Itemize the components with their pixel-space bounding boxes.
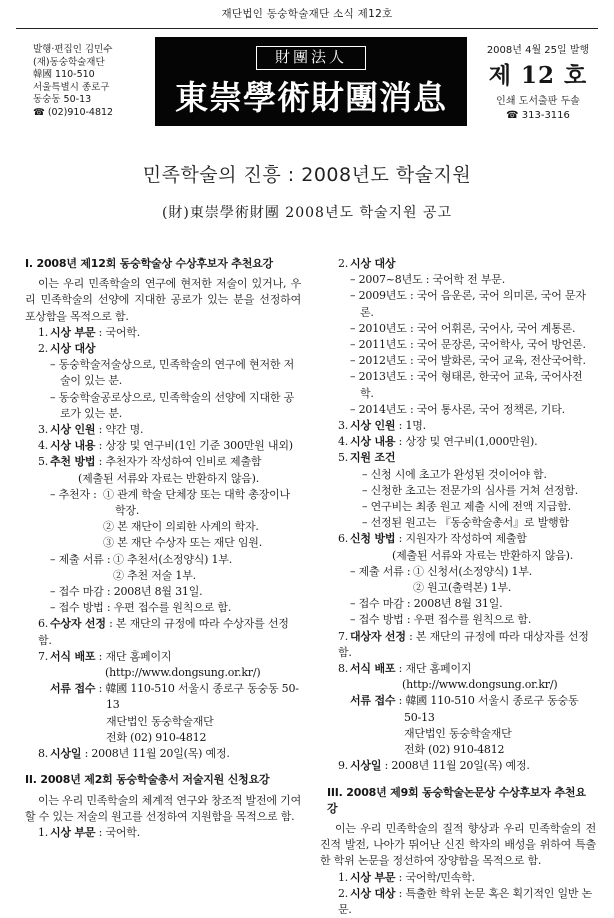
item-label: 시상 내용 bbox=[50, 439, 96, 453]
item-value: : 추천자가 작성하여 인비로 제출함 bbox=[98, 455, 262, 469]
item-label: 시상 부문 bbox=[350, 870, 396, 884]
award-deadline: – 접수 마감 : 2008년 8월 31일. bbox=[50, 585, 203, 599]
list-item: – 2010년도 : 국어 어휘론, 국어사, 국어 계통론. bbox=[350, 321, 576, 335]
list-item: – 연구비는 최종 원고 제출 시에 전액 지급함. bbox=[362, 500, 571, 514]
series-selection-item bbox=[320, 629, 596, 661]
header-rule bbox=[16, 28, 598, 29]
item-value: : 1명. bbox=[398, 419, 426, 433]
item-value: : 재단 홈페이지 bbox=[98, 649, 172, 663]
item-label: 시상 부문 bbox=[50, 325, 96, 339]
award-date-item bbox=[25, 746, 301, 762]
list-item: ① 추천서(소정양식) 1부. bbox=[113, 552, 233, 566]
series-submission: – 접수 방법 : 우편 접수를 원칙으로 함. bbox=[350, 613, 532, 627]
award-prize-item bbox=[25, 438, 301, 454]
sub-entries bbox=[103, 487, 301, 552]
item-value: : 지원자가 작성하여 제출함 bbox=[398, 532, 527, 546]
item-number: 8. bbox=[338, 662, 349, 676]
list-item: – 신청 시에 초고가 완성된 것이어야 함. bbox=[362, 467, 547, 481]
item-label: 시상 인원 bbox=[50, 423, 96, 437]
series-documents bbox=[320, 564, 596, 596]
item-value: : 상장 및 연구비(1인 기준 300만원 내외) bbox=[98, 439, 293, 453]
series-method-item bbox=[320, 531, 596, 547]
item-value: : 2008년 11월 20일(목) 예정. bbox=[84, 747, 230, 761]
item-label: 시상 부문 bbox=[50, 825, 96, 839]
series-conditions-item bbox=[320, 450, 596, 466]
section-heading-series: II. 2008년 제2회 동숭학술총서 저술지원 신청요강 bbox=[25, 773, 270, 787]
sub-label: – 제출 서류 : bbox=[350, 564, 411, 578]
sub-entries bbox=[413, 564, 596, 596]
section-intro-award: 이는 우리 민족학술의 연구에 현저한 저술이 있거나, 우리 민족학술의 선양에 지대한 공로가 있는 분을 선정하여 포상함을 목적으로 함. bbox=[25, 277, 301, 323]
item-label: 추천 방법 bbox=[50, 455, 96, 469]
item-number: 6. bbox=[38, 617, 49, 631]
sub-entries bbox=[113, 552, 301, 584]
list-item: – 2009년도 : 국어 음운론, 국어 의미론, 국어 문자론. bbox=[350, 289, 586, 319]
list-item: ① 관계 학술 단체장 또는 대학 총장이나 학장. bbox=[103, 487, 290, 518]
publisher-line: (재)동숭학술재단 bbox=[33, 56, 105, 68]
printer-name: 인쇄 도서출판 두솔 bbox=[496, 96, 580, 107]
list-item: – 2007~8년도 : 국어학 전 부문. bbox=[350, 273, 506, 287]
receipt-line: 재단법인 동숭학술재단 bbox=[106, 714, 214, 728]
series-count-item bbox=[320, 418, 596, 434]
item-note: (제출된 서류와 자료는 반환하지 않음). bbox=[78, 471, 260, 485]
item-number: 8. bbox=[38, 747, 49, 761]
item-label: 시상일 bbox=[350, 759, 382, 773]
award-documents bbox=[25, 552, 301, 584]
item-value: : 국어학/민속학. bbox=[398, 870, 475, 884]
left-column bbox=[25, 256, 301, 839]
list-item: ② 원고(출력본) 1부. bbox=[413, 581, 512, 595]
sub-label: – 추천자 : bbox=[50, 487, 97, 501]
item-number: 2. bbox=[38, 342, 49, 356]
award-submission: – 접수 방법 : 우편 접수를 원칙으로 함. bbox=[50, 601, 232, 615]
item-number: 5. bbox=[338, 451, 349, 465]
section-intro-series: 이는 우리 민족학술의 체계적 연구와 창조적 발전에 기여할 수 있는 저술의 원고를 선정하여 지원함을 목적으로 함. bbox=[25, 793, 301, 823]
series-field-item bbox=[25, 825, 301, 841]
award-method-item bbox=[25, 454, 301, 470]
item-number: 3. bbox=[38, 423, 49, 437]
item-number: 2. bbox=[338, 886, 349, 900]
item-label: 신청 방법 bbox=[350, 532, 396, 546]
list-item: – 동숭학술공로상으로, 민족학술의 선양에 지대한 공로가 있는 분. bbox=[50, 390, 295, 420]
receipt-line: 전화 (02) 910-4812 bbox=[404, 743, 505, 757]
award-count-item bbox=[25, 422, 301, 438]
printer-phone: ☎ 313-3116 bbox=[506, 110, 570, 121]
series-receipt bbox=[320, 693, 596, 725]
item-number: 1. bbox=[38, 325, 49, 339]
item-label: 대상자 선정 bbox=[350, 629, 406, 643]
publisher-line: ☎ (02)910-4812 bbox=[33, 106, 114, 118]
series-deadline: – 접수 마감 : 2008년 8월 31일. bbox=[350, 597, 503, 611]
item-label: 시상 인원 bbox=[350, 419, 396, 433]
item-value: : 국어학. bbox=[98, 825, 141, 839]
award-target-item bbox=[25, 341, 301, 357]
item-label: 서류 접수 bbox=[50, 682, 96, 696]
item-number: 7. bbox=[338, 629, 349, 643]
award-field-item bbox=[25, 325, 301, 341]
item-number: 4. bbox=[38, 439, 49, 453]
sub-label: – 제출 서류 : bbox=[50, 552, 111, 566]
item-label: 시상일 bbox=[50, 747, 82, 761]
paper-field-item bbox=[320, 870, 596, 886]
item-value: : 상장 및 연구비(1,000만원). bbox=[398, 435, 538, 449]
list-item: – 2012년도 : 국어 발화론, 국어 교육, 전산국어학. bbox=[350, 354, 586, 368]
section-intro-paper-award: 이는 우리 민족학술의 질적 향상과 우리 민족학술의 전진적 발전, 나아가 뛰어난 신진 학자의 배성을 위하여 특출한 학위 논문을 정선하여 장양함을 목적으로 함. bbox=[320, 821, 596, 868]
publisher-info bbox=[33, 44, 113, 120]
item-label: 시상 대상 bbox=[50, 342, 96, 356]
item-number: 2. bbox=[338, 257, 349, 270]
item-number: 1. bbox=[38, 825, 49, 839]
item-label: 수상자 선정 bbox=[50, 617, 106, 631]
award-recommenders bbox=[25, 487, 301, 552]
item-label: 시상 내용 bbox=[350, 435, 396, 449]
item-label: 시상 대상 bbox=[350, 886, 396, 900]
award-forms-item bbox=[25, 649, 301, 665]
item-label: 시상 대상 bbox=[350, 257, 396, 270]
list-item: – 신청한 초고는 전문가의 심사를 거쳐 선정함. bbox=[362, 483, 579, 497]
item-value: : 본 재단의 규정에 따라 수상자를 선정함. bbox=[38, 617, 289, 647]
receipt-line: 재단법인 동숭학술재단 bbox=[404, 726, 512, 740]
publisher-line: 동숭동 50-13 bbox=[33, 94, 92, 106]
section-heading-paper-award: III. 2008년 제9회 동숭학술논문상 수상후보자 추천요강 bbox=[327, 785, 586, 815]
list-item: – 2011년도 : 국어 문장론, 국어학사, 국어 방언론. bbox=[350, 338, 586, 352]
page-title: 민족학술의 진흥 : 2008년도 학술지원 bbox=[142, 164, 472, 186]
item-value: : 재단 홈페이지 bbox=[398, 662, 472, 676]
item-value: : 韓國 110-510 서울시 종로구 동숭동 50-13 bbox=[98, 682, 299, 712]
list-item: ① 신청서(소정양식) 1부. bbox=[413, 564, 533, 578]
item-number: 5. bbox=[38, 455, 49, 469]
issue-info bbox=[474, 44, 602, 123]
homepage-url: (http://www.dongsung.or.kr/) bbox=[402, 678, 558, 692]
banner-title: 東崇學術財團消息 bbox=[175, 78, 447, 117]
running-header: 재단법인 동숭학술재단 소식 제12호 bbox=[221, 8, 393, 20]
paper-target-item bbox=[320, 886, 596, 918]
item-number: 7. bbox=[38, 649, 49, 663]
list-item: – 2013년도 : 국어 형태론, 한국어 교육, 국어사전학. bbox=[350, 370, 583, 400]
right-column bbox=[320, 256, 596, 916]
list-item: ③ 본 재단 수상자 또는 재단 임원. bbox=[103, 536, 262, 550]
item-value: : 국어학. bbox=[98, 325, 141, 339]
list-item: – 선정된 원고는 『동숭학술총서』로 발행함 bbox=[362, 516, 569, 530]
item-note: (제출된 서류와 자료는 반환하지 않음). bbox=[392, 548, 574, 562]
series-forms-item bbox=[320, 661, 596, 677]
series-target-item bbox=[320, 256, 596, 272]
award-receipt bbox=[25, 681, 301, 713]
publisher-line: 서울특별시 종로구 bbox=[33, 81, 110, 93]
list-item: – 2014년도 : 국어 통사론, 국어 정책론, 기타. bbox=[350, 402, 565, 416]
list-item: – 동숭학술저술상으로, 민족학술의 연구에 현저한 저술이 있는 분. bbox=[50, 358, 295, 388]
publisher-line: 韓國 110-510 bbox=[33, 69, 95, 81]
banner-subtitle: 財團法人 bbox=[256, 46, 366, 70]
item-label: 서식 배포 bbox=[350, 662, 396, 676]
receipt-line: 전화 (02) 910-4812 bbox=[106, 730, 207, 744]
issue-date: 2008년 4월 25일 발행 bbox=[486, 45, 590, 56]
publisher-line: 발행·편집인 김민수 bbox=[33, 44, 113, 55]
section-heading-award: I. 2008년 제12회 동숭학술상 수상후보자 추천요강 bbox=[25, 257, 273, 270]
item-number: 3. bbox=[338, 419, 349, 433]
item-label: 지원 조건 bbox=[350, 451, 396, 465]
series-date-item bbox=[320, 758, 596, 774]
item-value: : 본 재단의 규정에 따라 대상자를 선정함. bbox=[338, 629, 589, 659]
list-item: ② 추천 저술 1부. bbox=[113, 568, 196, 582]
item-number: 9. bbox=[338, 759, 349, 773]
item-value: : 2008년 11월 20일(목) 예정. bbox=[384, 759, 530, 773]
item-number: 6. bbox=[338, 532, 349, 546]
item-label: 서식 배포 bbox=[50, 649, 96, 663]
list-item: ② 본 재단이 의뢰한 사계의 학자. bbox=[103, 520, 259, 534]
masthead-banner bbox=[155, 37, 467, 126]
item-number: 4. bbox=[338, 435, 349, 449]
item-label: 서류 접수 bbox=[350, 694, 396, 708]
item-value: : 韓國 110-510 서울시 종로구 동숭동 50-13 bbox=[398, 694, 579, 724]
award-selection-item bbox=[25, 616, 301, 648]
item-value: : 특출한 학위 논문 혹은 획기적인 일반 논문. bbox=[338, 886, 593, 916]
page-subtitle: (財)東崇學術財團 2008년도 학술지원 공고 bbox=[161, 205, 453, 221]
item-number: 1. bbox=[338, 870, 349, 884]
item-value: : 약간 명. bbox=[98, 423, 144, 437]
series-prize-item bbox=[320, 434, 596, 450]
issue-number: 제 12 호 bbox=[488, 62, 588, 89]
homepage-url: (http://www.dongsung.or.kr/) bbox=[105, 666, 261, 680]
